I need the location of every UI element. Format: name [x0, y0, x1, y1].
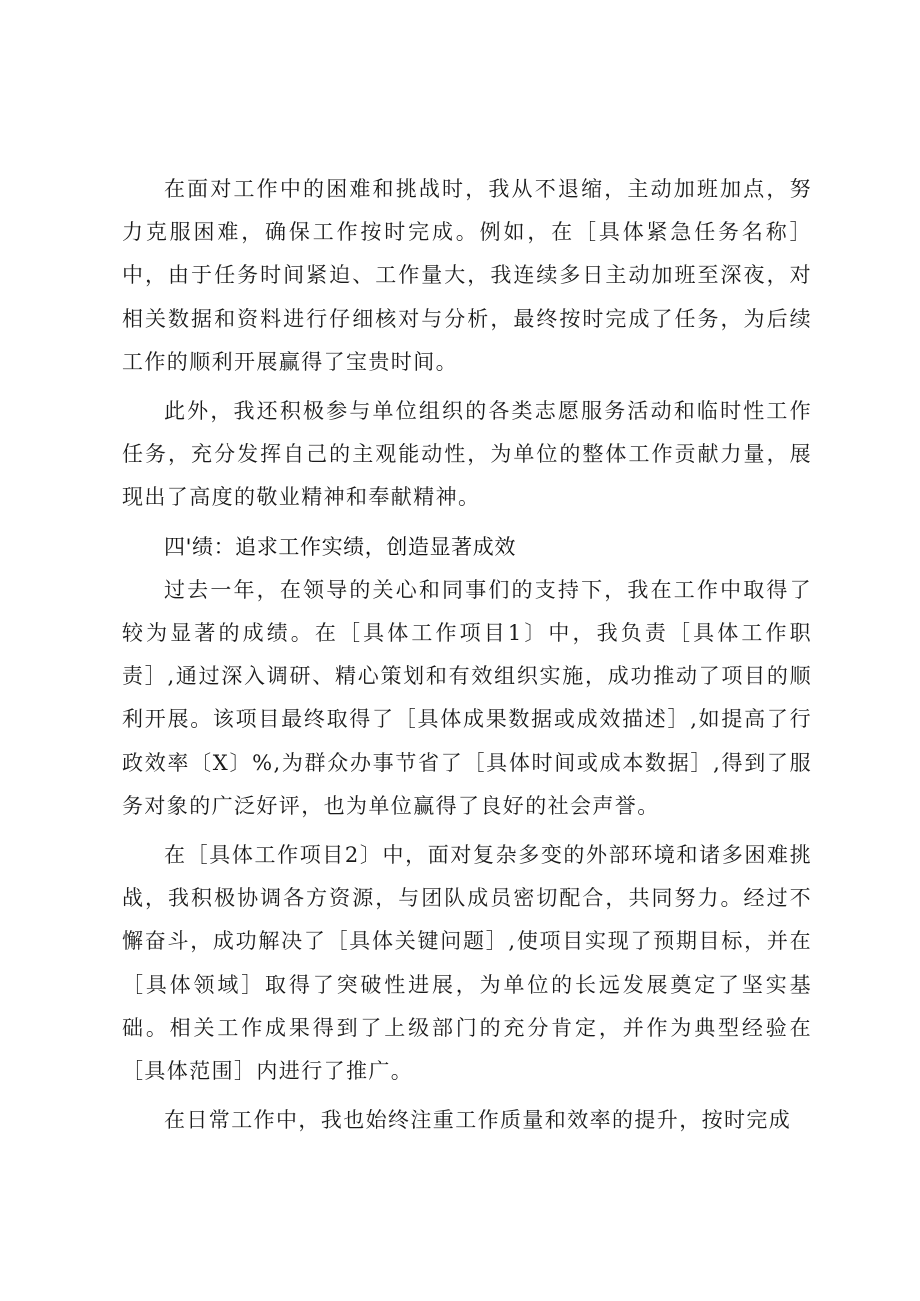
paragraph-volunteer-activities: 此外，我还积极参与单位组织的各类志愿服务活动和临时性工作任务，充分发挥自己的主观能动性，为单位的整体工作贡献力量，展现出了高度的敬业精神和奉献精神。 — [122, 399, 812, 510]
section-heading-achievements: 四'绩：追求工作实绩，创造显著成效 — [164, 534, 516, 559]
paragraph-project-one: 过去一年，在领导的关心和同事们的支持下，我在工作中取得了较为显著的成绩。在［具体工作项目1〕中，我负责［具体工作职责］,通过深入调研、精心策划和有效组织实施，成功推动了项目的顺利开展。该项目最终取得了［具体成果数据或成效描述］,如提高了行政效率〔X〕%,为群众办事节省了［具体时间或成本数据］,得到了服务对象的广泛好评，也为单位赢得了良好的社会声誉。 — [122, 577, 812, 818]
paragraph-overcome-difficulties: 在面对工作中的困难和挑战时，我从不退缩，主动加班加点，努力克服困难，确保工作按时完成。例如，在［具体紧急任务名称］中，由于任务时间紧迫、工作量大，我连续多日主动加班至深夜，对相关数据和资料进行仔细核对与分析，最终按时完成了任务，为后续工作的顺利开展赢得了宝贵时间。 — [122, 177, 812, 374]
paragraph-project-two: 在［具体工作项目2〕中，面对复杂多变的外部环境和诸多困难挑战，我积极协调各方资源，与团队成员密切配合，共同努力。经过不懈奋斗，成功解决了［具体关键问题］,使项目实现了预期目标，并在［具体领域］取得了突破性进展，为单位的长远发展奠定了坚实基础。相关工作成果得到了上级部门的充分肯定，并作为典型经验在［具体范围］内进行了推广。 — [122, 843, 812, 1084]
paragraph-daily-work: 在日常工作中，我也始终注重工作质量和效率的提升，按时完成 — [164, 1108, 792, 1133]
document-body — [122, 168, 812, 1148]
